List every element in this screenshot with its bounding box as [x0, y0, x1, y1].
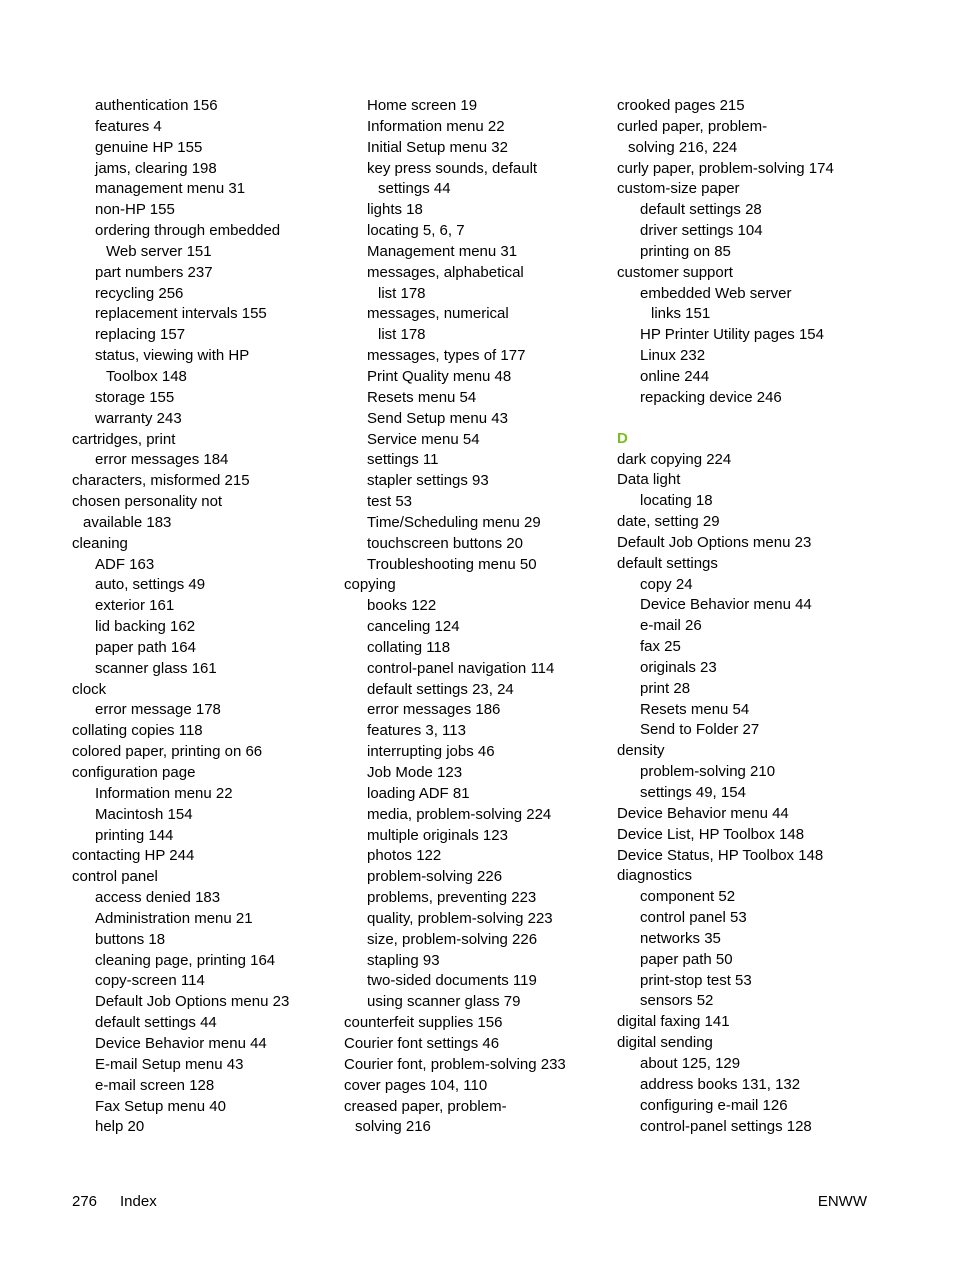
- index-entry: e-mail screen 128: [95, 1076, 215, 1094]
- index-entry: problem-solving 226: [367, 868, 503, 886]
- index-entry: Time/Scheduling menu 29: [367, 513, 541, 531]
- index-entry: locating 5, 6, 7: [367, 222, 465, 240]
- index-entry: features 3, 113: [367, 722, 466, 740]
- index-entry: settings 44: [378, 180, 451, 198]
- index-entry: Information menu 22: [367, 117, 505, 135]
- index-entry: control panel 53: [640, 909, 747, 927]
- index-entry: Administration menu 21: [95, 909, 253, 927]
- index-entry: exterior 161: [95, 597, 175, 615]
- index-entry: status, viewing with HP: [95, 347, 250, 365]
- section-spacer: [617, 409, 917, 421]
- index-entry: error message 178: [95, 701, 221, 719]
- index-entry: control-panel settings 128: [640, 1117, 812, 1135]
- index-entry: print 28: [640, 679, 691, 697]
- index-entry: Web server 151: [106, 242, 212, 260]
- index-entry: custom-size paper: [617, 180, 740, 198]
- index-entry: print-stop test 53: [640, 971, 752, 989]
- index-entry: Macintosh 154: [95, 805, 193, 823]
- index-entry: configuration page: [72, 764, 196, 781]
- index-entry: customer support: [617, 263, 733, 281]
- index-entry: Service menu 54: [367, 430, 480, 448]
- index-entry: copy 24: [640, 575, 693, 593]
- index-entry: Courier font, problem-solving 233: [344, 1055, 566, 1073]
- index-entry: printing 144: [95, 826, 174, 844]
- index-entry: part numbers 237: [95, 263, 213, 281]
- index-entry: error messages 186: [367, 701, 501, 719]
- index-entry: driver settings 104: [640, 222, 763, 240]
- index-entry: test 53: [367, 493, 413, 511]
- letter-heading: D: [617, 429, 628, 447]
- index-entry: stapling 93: [367, 951, 440, 969]
- index-entry: printing on 85: [640, 242, 731, 260]
- index-entry: settings 49, 154: [640, 784, 746, 801]
- index-entry: problems, preventing 223: [367, 889, 537, 907]
- index-entry: control-panel navigation 114: [367, 659, 555, 677]
- index-entry: Resets menu 54: [640, 700, 750, 718]
- index-entry: default settings: [617, 554, 718, 572]
- index-entry: sensors 52: [640, 992, 714, 1010]
- index-entry: Toolbox 148: [106, 367, 187, 385]
- index-entry: lights 18: [367, 201, 423, 219]
- index-entry: digital sending: [617, 1034, 713, 1052]
- index-entry: solving 216, 224: [628, 138, 738, 156]
- index-entry: Device Behavior menu 44: [617, 804, 789, 822]
- index-entry: crooked pages 215: [617, 97, 745, 114]
- index-entry: authentication 156: [95, 97, 218, 114]
- index-entry: stapler settings 93: [367, 472, 489, 490]
- index-entry: messages, types of 177: [367, 347, 526, 365]
- index-entry: links 151: [651, 305, 711, 323]
- index-entry: quality, problem-solving 223: [367, 909, 553, 927]
- index-entry: ordering through embedded: [95, 222, 281, 240]
- index-entry: key press sounds, default: [367, 159, 538, 177]
- index-entry: fax 25: [640, 638, 681, 656]
- index-entry: Troubleshooting menu 50: [367, 555, 537, 573]
- index-entry: buttons 18: [95, 930, 166, 948]
- index-entry: paper path 164: [95, 638, 196, 656]
- index-entry: media, problem-solving 224: [367, 805, 552, 823]
- index-entry: two-sided documents 119: [367, 972, 537, 990]
- index-entry: Management menu 31: [367, 242, 518, 260]
- index-entry: recycling 256: [95, 284, 184, 302]
- index-entry: chosen personality not: [72, 493, 223, 511]
- index-entry: features 4: [95, 117, 162, 135]
- index-entry: auto, settings 49: [95, 576, 206, 594]
- index-column-1: [72, 96, 332, 1138]
- index-entry: Data light: [617, 471, 681, 489]
- index-entry: copying: [344, 576, 396, 594]
- index-entry: characters, misformed 215: [72, 472, 250, 490]
- index-entry: help 20: [95, 1118, 145, 1136]
- index-entry: list 178: [378, 284, 426, 302]
- index-entry: paper path 50: [640, 950, 733, 968]
- index-entry: Courier font settings 46: [344, 1034, 500, 1052]
- index-entry: ADF 163: [95, 555, 155, 573]
- index-entry: networks 35: [640, 929, 721, 947]
- index-entry: counterfeit supplies 156: [344, 1014, 503, 1032]
- index-entry: warranty 243: [95, 409, 182, 427]
- index-entry: repacking device 246: [640, 388, 782, 406]
- index-entry: digital faxing 141: [617, 1013, 730, 1031]
- index-entry: curled paper, problem-: [617, 117, 768, 135]
- index-entry: default settings 28: [640, 201, 762, 219]
- index-entry: locating 18: [640, 492, 713, 510]
- index-entry: address books 131, 132: [640, 1075, 801, 1093]
- index-entry: control panel: [72, 868, 158, 886]
- index-entry: Device Behavior menu 44: [95, 1034, 267, 1052]
- index-entry: creased paper, problem-: [344, 1097, 507, 1115]
- index-entry: access denied 183: [95, 889, 221, 907]
- index-entry: about 125, 129: [640, 1054, 741, 1072]
- index-entry: settings 11: [367, 451, 439, 469]
- index-entry: Initial Setup menu 32: [367, 138, 508, 156]
- index-entry: using scanner glass 79: [367, 993, 521, 1011]
- index-entry: touchscreen buttons 20: [367, 534, 523, 552]
- index-entry: replacement intervals 155: [95, 305, 267, 323]
- index-entry: Print Quality menu 48: [367, 367, 512, 385]
- index-entry: non-HP 155: [95, 201, 175, 219]
- index-column-2: [344, 96, 604, 1138]
- index-entry: HP Printer Utility pages 154: [640, 326, 824, 344]
- index-entry: scanner glass 161: [95, 659, 217, 677]
- index-entry: curly paper, problem-solving 174: [617, 159, 834, 177]
- footer-code: ENWW: [817, 1193, 867, 1210]
- index-entry: multiple originals 123: [367, 826, 508, 844]
- index-entry: messages, alphabetical: [367, 263, 524, 281]
- index-entry: cartridges, print: [72, 430, 176, 448]
- index-entry: Device Status, HP Toolbox 148: [617, 846, 824, 864]
- index-entry: clock: [72, 680, 107, 698]
- index-entry: E-mail Setup menu 43: [95, 1055, 244, 1073]
- index-column-3: [617, 96, 917, 1137]
- index-entry: interrupting jobs 46: [367, 743, 495, 761]
- index-entry: canceling 124: [367, 618, 460, 636]
- index-entry: size, problem-solving 226: [367, 930, 538, 948]
- index-entry: Default Job Options menu 23: [95, 993, 290, 1011]
- index-entry: e-mail 26: [640, 617, 702, 635]
- index-entry: embedded Web server: [640, 284, 792, 302]
- index-entry: Linux 232: [640, 347, 706, 365]
- index-entry: cover pages 104, 110: [344, 1076, 488, 1094]
- index-entry: Information menu 22: [95, 784, 233, 802]
- index-entry: configuring e-mail 126: [640, 1096, 788, 1114]
- index-entry: default settings 44: [95, 1014, 217, 1032]
- index-entry: density: [617, 742, 665, 760]
- index-entry: collating copies 118: [72, 722, 203, 740]
- index-entry: management menu 31: [95, 180, 246, 198]
- index-entry: Resets menu 54: [367, 388, 477, 406]
- index-entry: collating 118: [367, 638, 451, 656]
- index-entry: storage 155: [95, 388, 175, 406]
- index-entry: lid backing 162: [95, 618, 196, 636]
- index-entry: genuine HP 155: [95, 138, 203, 156]
- index-entry: Device List, HP Toolbox 148: [617, 825, 805, 843]
- index-entry: messages, numerical: [367, 305, 509, 323]
- index-entry: Send to Folder 27: [640, 721, 760, 739]
- index-entry: solving 216: [355, 1118, 431, 1136]
- index-entry: problem-solving 210: [640, 763, 776, 781]
- index-entry: list 178: [378, 326, 426, 344]
- section-label: Index: [120, 1193, 157, 1210]
- index-entry: default settings 23, 24: [367, 680, 514, 698]
- index-entry: replacing 157: [95, 326, 186, 344]
- index-entry: Home screen 19: [367, 97, 478, 114]
- index-entry: loading ADF 81: [367, 784, 470, 802]
- index-entry: online 244: [640, 367, 710, 385]
- index-entry: Device Behavior menu 44: [640, 596, 812, 614]
- index-entry: Job Mode 123: [367, 764, 463, 781]
- index-entry: contacting HP 244: [72, 847, 195, 865]
- index-entry: dark copying 224: [617, 450, 732, 468]
- index-entry: colored paper, printing on 66: [72, 743, 263, 761]
- index-entry: date, setting 29: [617, 513, 720, 531]
- page-number: 276: [72, 1193, 98, 1210]
- index-entry: Fax Setup menu 40: [95, 1097, 226, 1115]
- index-entry: error messages 184: [95, 451, 229, 469]
- index-entry: Send Setup menu 43: [367, 409, 508, 427]
- index-entry: copy-screen 114: [95, 972, 205, 990]
- index-entry: originals 23: [640, 658, 717, 676]
- index-entry: photos 122: [367, 847, 442, 865]
- index-entry: Default Job Options menu 23: [617, 533, 812, 551]
- index-entry: books 122: [367, 597, 437, 615]
- index-entry: available 183: [83, 513, 172, 531]
- index-entry: diagnostics: [617, 867, 693, 885]
- index-entry: jams, clearing 198: [95, 159, 217, 177]
- index-entry: cleaning: [72, 534, 128, 552]
- index-entry: cleaning page, printing 164: [95, 951, 276, 969]
- index-entry: component 52: [640, 888, 736, 906]
